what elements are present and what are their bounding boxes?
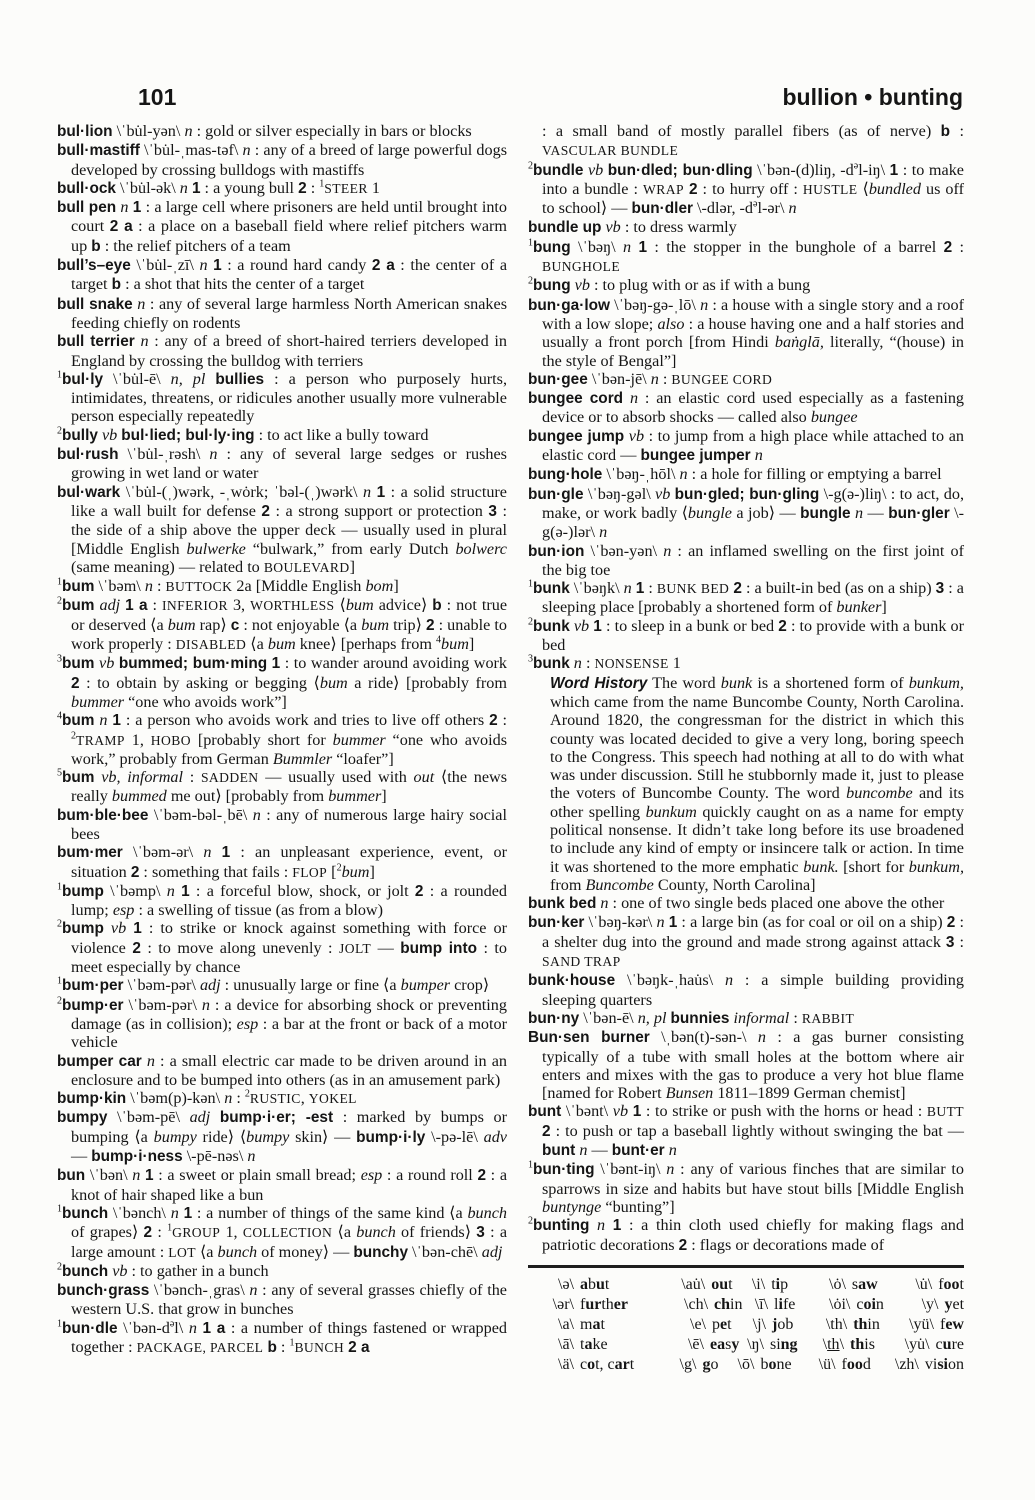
pronunciation-symbol: \ā\ [558, 1335, 574, 1353]
pronunciation-symbol: \ŋ\ [747, 1335, 764, 1353]
pronunciation-key-cell [528, 1275, 657, 1295]
pronunciation-symbol: \yu̇\ [904, 1335, 930, 1353]
pronunciation-key-cell [871, 1355, 964, 1375]
dictionary-entry: bungee cord n : an elastic cord used especially as a fastening device or to absorb shocks — called also bungee [528, 389, 965, 427]
pronunciation-symbol: \ī\ [754, 1295, 769, 1313]
entry-continuation: : a small band of mostly parallel fibers (as of nerve) b : VASCULAR BUNDLE [542, 122, 964, 159]
dictionary-entry: bull·mastiff \ˈbu̇l-ˌmas-təf\ n : any of a breed of large powerful dogs developed by crossing bulldogs with mastiffs [57, 141, 508, 179]
pronunciation-symbol: \a\ [558, 1315, 574, 1333]
pronunciation-symbol: \ē\ [687, 1335, 704, 1353]
dictionary-entry: bul·wark \ˈbu̇l-(ˌ)wərk, -ˌwȯrk; ˈbəl-(ˌ)wərk\ n 1 : a solid structure like a wall built for defense 2 : a strong support or protection 3 : the side of a ship above the upper deck — usually used in plural [Middle English bulwerke “bulwark,” from early Dutch bolwerc (same meaning) — related to BOULEVARD] [57, 482, 507, 576]
dictionary-entry: bun·gle \ˈbəŋ-gəl\ vb bun·gled; bun·gling \-g(ə-)liŋ\ : to act, do, make, or work badly ⟨bungle a job⟩ — bungle n — bun·gler \-g(ə-)lər\ n [528, 484, 965, 542]
pronunciation-symbol: \yü\ [909, 1315, 934, 1333]
pronunciation-symbol: \i\ [751, 1275, 766, 1293]
pronunciation-key-cell [730, 1315, 803, 1335]
dictionary-entry: $^1$bump \ˈbəmp\ n 1 : a forceful blow, shock, or jolt 2 : a rounded lump; esp : a swelling of tissue (as from a blow) [57, 881, 507, 920]
dictionary-entry: $^2$bunting n 1 : a thin cloth used chiefly for making flags and patriotic decorations 2 : flags or decorations made of [528, 1215, 964, 1254]
dictionary-entry: bul·lion \ˈbu̇l-yən\ n : gold or silver especially in bars or blocks [57, 122, 472, 140]
pronunciation-example-word: cure [935, 1335, 964, 1353]
pronunciation-symbol: \ch\ [684, 1295, 709, 1313]
dictionary-entry: bump·kin \ˈbəm(p)-kən\ n : $^2$RUSTIC, YOKEL [57, 1088, 357, 1108]
pronunciation-key-cell [803, 1315, 886, 1335]
pronunciation-symbol: \ȯ\ [829, 1275, 846, 1293]
pronunciation-key-cell [802, 1275, 884, 1295]
dictionary-entry: Bun·sen burner \ˌbən(t)-sən-\ n : a gas burner consisting typically of a tube with small holes at the bottom where air enters and mixes with the gas to produce a very hot blue flame [named for Robert Bunsen 1811–1899 German chemist] [528, 1028, 964, 1103]
pronunciation-example-word: further [580, 1295, 628, 1313]
dictionary-entry: bull’s–eye \ˈbu̇l-ˌzī\ n 1 : a round hard candy 2 a : the center of a target b : a shot that hits the center of a target [57, 256, 507, 294]
pronunciation-symbol: \th\ [825, 1315, 848, 1333]
dictionary-entry: bum·ble·bee \ˈbəm-bəl-ˌbē\ n : any of numerous large hairy social bees [57, 805, 507, 843]
dictionary-entry: $^2$bundle vb bun·dled; bun·dling \ˈbən-(d)liŋ, $-d^əl-iŋ\backslash$ 1 : to make into a bundle : WRAP 2 : to hurry off : HUSTLE ⟨bundled us off to school⟩ — bun·dler \-dlər, $-d^əl-ər\backslash$ n [528, 160, 964, 218]
pronunciation-key-cell [800, 1335, 882, 1355]
dictionary-entry: bun·ion \ˈbən-yən\ n : an inflamed swelling on the first joint of the big toe [528, 541, 964, 579]
pronunciation-symbol: \ə\ [558, 1275, 574, 1293]
pronunciation-key-cell [528, 1335, 656, 1355]
dictionary-entry: $^2$bung vb : to plug with or as if with a bung [528, 275, 811, 295]
dictionary-entry: bun·gee \ˈbən-jē\ n : BUNGEE CORD [528, 369, 773, 388]
dictionary-entry: bumper car n : a small electric car made to be driven around in an enclosure and to be bumped into others (as in an amusement park) [57, 1051, 508, 1089]
pronunciation-example-word: go [702, 1355, 719, 1373]
pronunciation-example-word: job [772, 1315, 794, 1333]
pronunciation-example-word: chin [714, 1295, 743, 1313]
pronunciation-key-row [528, 1335, 964, 1355]
pronunciation-key-cell [890, 1295, 964, 1315]
pronunciation-example-word: this [850, 1335, 875, 1353]
pronunciation-symbol: \zh\ [894, 1355, 919, 1373]
dictionary-entry: bunt \ˈbənt\ vb 1 : to strike or push with the horns or head : BUTT 2 : to push or tap a baseball lightly without swinging the bat — bunt n — bunt·er n [528, 1102, 964, 1160]
pronunciation-key-cell [729, 1275, 802, 1295]
dictionary-entry: bun·ker \ˈbəŋ-kər\ n 1 : a large bin (as for coal or oil on a ship) 2 : a shelter dug into the ground and made strong against attack 3 : SAND TRAP [528, 913, 964, 970]
right-column [528, 122, 964, 1375]
pronunciation-example-word: tip [771, 1275, 789, 1293]
dictionary-entry: $^4$bum n 1 : a person who avoids work and tries to live off others 2 : $^2$TRAMP 1, HOBO [probably short for bummer “one who avoids work,” probably from German Bummler “loafer”] [57, 710, 508, 768]
pronunciation-symbol: \ü\ [818, 1355, 836, 1373]
pronunciation-example-word: vision [924, 1355, 964, 1373]
pronunciation-key-cell [528, 1355, 648, 1375]
pronunciation-example-word: few [940, 1315, 964, 1333]
dictionary-entry: bun·ga·low \ˈbəŋ-gə-ˌlō\ n : a house with a single story and a roof with a low slope; also : a house having one and a half stories and usually a front porch [from Hindi baṅglā, literally, “(house) in the style of Bengal”] [528, 295, 964, 370]
dictionary-entry: bum·mer \ˈbəm-ər\ n 1 : an unpleasant experience, event, or situation 2 : something that fails : FLOP [$^2$bum] [57, 843, 507, 881]
pronunciation-example-word: cot, cart [580, 1355, 635, 1373]
pronunciation-example-word: take [580, 1335, 608, 1353]
dictionary-entry: $^1$bum \ˈbəm\ n : BUTTOCK 2a [Middle English bom] [57, 576, 399, 596]
pronunciation-key-divider [528, 1265, 964, 1268]
pronunciation-symbol: \e\ [690, 1315, 706, 1333]
pronunciation-example-word: coin [856, 1295, 884, 1313]
pronunciation-key-row [528, 1275, 964, 1295]
dictionary-entry: bull pen n 1 : a large cell where prisoners are held until brought into court 2 a : a place on a baseball field where relief pitchers warm up b : the relief pitchers of a team [57, 198, 508, 255]
dictionary-entry: $^1$bung \ˈbəŋ\ n 1 : the stopper in the bunghole of a barrel 2 : BUNGHOLE [528, 237, 965, 275]
pronunciation-key-cell [656, 1335, 740, 1355]
dictionary-entry: bumpy \ˈbəm-pē\ adj bump·i·er; -est : marked by bumps or bumping ⟨a bumpy ride⟩ ⟨bumpy skin⟩ — bump·i·ly \-pə-lē\ adv — bump·i·ness \-pē-nəs\ n [57, 1108, 508, 1166]
guide-words: bullion • bunting [782, 84, 963, 110]
pronunciation-key-cell [718, 1355, 791, 1375]
pronunciation-example-word: pet [712, 1315, 732, 1333]
pronunciation-example-word: sing [769, 1335, 798, 1353]
dictionary-entry: $^1$bun·ting \ˈbənt-iŋ\ n : any of various finches that are similar to sparrows in size and habits but have stout bills [Middle English buntynge “bunting”] [528, 1159, 964, 1216]
dictionary-entry: bungee jump vb : to jump from a high place while attached to an elastic cord — bungee jumper n [528, 426, 964, 465]
dictionary-entry: bull·ock \ˈbu̇l-ək\ n 1 : a young bull 2 : $^1$STEER 1 [57, 178, 380, 197]
word-history-note: Word History The word bunk is a shortened form of bunkum, which came from the name Buncombe County, North Carolina. Around 1820, the congressman for the district in which this county was located decided to give a very long, boring speech to the Congress. This speech had nothing at all to do with what was under discussion. Still he stubbornly made it, just to please the voters of Buncombe County. The word buncombe and its other spelling bunkum quickly caught on as a name for empty political nonsense. It didn’t take long before its use broadened to include any kind of empty or insincere talk or action. In time it was shortened to the more emphatic bunk. [short for bunkum, from Buncombe County, North Carolina] [550, 673, 965, 894]
dictionary-entry: bull terrier n : any of a breed of short-haired terriers developed in England by crossing the bulldog with terriers [57, 332, 507, 370]
dictionary-entry: $^1$bunch \ˈbənch\ n 1 : a number of things of the same kind ⟨a bunch of grapes⟩ 2 : $^1$GROUP 1, COLLECTION ⟨a bunch of friends⟩ 3 : a large amount : LOT ⟨a bunch of money⟩ — bunchy \ˈbən-chē\ adj [57, 1203, 508, 1261]
pronunciation-key-cell [882, 1335, 964, 1355]
pronunciation-key-cell [528, 1295, 660, 1315]
pronunciation-key-cell [806, 1295, 890, 1315]
dictionary-entry: $^1$bum·per \ˈbəm-pər\ adj : unusually large or fine ⟨a bumper crop⟩ [57, 975, 490, 995]
dictionary-entry: $^1$bun·dle $\backslash ˈbən-d^əl\backslash$ n 1 a : a number of things fastened or wrapped together : PACKAGE, PARCEL b : $^1$BUNCH 2 a [57, 1318, 508, 1356]
dictionary-entry: $^2$bump·er \ˈbəm-pər\ n : a device for absorbing shock or preventing damage (as in collision); esp : a bar at the front or back of a motor vehicle [57, 995, 507, 1052]
dictionary-entry: $^1$bul·ly \ˈbu̇l-ē\ n, pl bullies : a person who purposely hurts, intimidates, threatens, or ridicules another usually more vulnerable person especially repeatedly [57, 369, 508, 426]
pronunciation-key-cell [657, 1275, 733, 1295]
pronunciation-example-word: food [841, 1355, 871, 1373]
dictionary-entry: bunk bed n : one of two single beds placed one above the other [528, 894, 945, 913]
dictionary-entry: $^3$bum vb bummed; bum·ming 1 : to wander around avoiding work 2 : to obtain by asking or begging ⟨bum a ride⟩ [probably from bummer “one who avoids work”] [57, 653, 508, 711]
pronunciation-symbol: \au̇\ [681, 1275, 706, 1293]
dictionary-entry: $^5$bum vb, informal : SADDEN — usually used with out ⟨the news really bummed me out⟩ [probably from bummer] [57, 767, 508, 806]
pronunciation-key [528, 1275, 964, 1375]
dictionary-entry: bul·rush \ˈbu̇l-ˌrəsh\ n : any of several large sedges or rushes growing in wet land or water [57, 445, 507, 483]
pronunciation-key-cell [886, 1315, 964, 1335]
dictionary-entry: $^2$bunk vb 1 : to sleep in a bunk or bed 2 : to provide with a bunk or bed [528, 616, 965, 655]
pronunciation-key-cell [728, 1335, 800, 1355]
dictionary-entry: $^2$bump vb 1 : to strike or knock against something with force or violence 2 : to move along unevenly : JOLT — bump into : to meet especially by chance [57, 919, 507, 977]
dictionary-entry: $^2$bunch vb : to gather in a bunch [57, 1261, 269, 1280]
pronunciation-example-word: abut [580, 1275, 610, 1293]
dictionary-entry: bundle up vb : to dress warmly [528, 218, 737, 237]
pronunciation-example-word: bone [760, 1355, 792, 1373]
pronunciation-example-word: mat [580, 1315, 605, 1333]
dictionary-entry: bun \ˈbən\ n 1 : a sweet or plain small bread; esp : a round roll 2 : a knot of hair shaped like a bun [57, 1166, 508, 1204]
pronunciation-example-word: life [774, 1295, 796, 1313]
pronunciation-key-cell [658, 1315, 730, 1335]
dictionary-entry: bung·hole \ˈbəŋ-ˌhōl\ n : a hole for filling or emptying a barrel [528, 465, 942, 484]
dictionary-entry: $^1$bunk \ˈbəŋk\ n 1 : BUNK BED 2 : a built-in bed (as on a ship) 3 : a sleeping place [probably a shortened form of bunker] [528, 578, 964, 617]
page-number: 101 [138, 84, 177, 110]
pronunciation-symbol: \g\ [679, 1355, 697, 1373]
pronunciation-key-cell [732, 1295, 806, 1315]
pronunciation-key-cell [648, 1355, 718, 1375]
pronunciation-symbol: \y\ [921, 1295, 939, 1313]
pronunciation-key-row [528, 1295, 964, 1315]
dictionary-entry: $^3$bunk n : NONSENSE 1 [528, 653, 681, 673]
pronunciation-key-cell [792, 1355, 871, 1375]
pronunciation-symbol: \th\ [822, 1335, 845, 1353]
pronunciation-symbol: \ä\ [558, 1355, 574, 1373]
left-column [57, 122, 507, 1357]
pronunciation-key-cell [528, 1315, 658, 1335]
pronunciation-symbol: \u̇\ [915, 1275, 933, 1293]
pronunciation-example-word: yet [944, 1295, 965, 1313]
pronunciation-example-word: easy [709, 1335, 740, 1353]
pronunciation-symbol: \ō\ [737, 1355, 755, 1373]
dictionary-entry: $^2$bully vb bul·lied; bul·ly·ing : to act like a bully toward [57, 425, 429, 444]
pronunciation-example-word: out [711, 1275, 733, 1293]
dictionary-entry: bun·ny \ˈbən-ē\ n, pl bunnies informal : RABBIT [528, 1008, 855, 1027]
pronunciation-key-row [528, 1355, 964, 1375]
pronunciation-key-cell [884, 1275, 964, 1295]
dictionary-entry: bunk·house \ˈbəŋk-ˌhau̇s\ n : a simple building providing sleeping quarters [528, 971, 964, 1009]
pronunciation-symbol: \ər\ [552, 1295, 574, 1313]
pronunciation-example-word: thin [853, 1315, 880, 1333]
pronunciation-example-word: foot [938, 1275, 964, 1293]
pronunciation-key-row [528, 1315, 964, 1335]
pronunciation-key-cell [660, 1295, 743, 1315]
pronunciation-symbol: \ȯi\ [829, 1295, 851, 1313]
dictionary-entry: $^2$bum adj 1 a : INFERIOR 3, WORTHLESS ⟨bum advice⟩ b : not true or deserved ⟨a bum rap⟩ c : not enjoyable ⟨a bum trip⟩ 2 : unable to work properly : DISABLED ⟨a bum knee⟩ [perhaps from $^4$bum] [57, 596, 508, 654]
dictionary-entry: bull snake n : any of several large harmless North American snakes feeding chiefly on rodents [57, 294, 507, 332]
dictionary-entry: bunch·grass \ˈbənch-ˌgras\ n : any of several grasses chiefly of the western U.S. that grow in bunches [57, 1281, 507, 1319]
pronunciation-example-word: saw [851, 1275, 878, 1293]
pronunciation-symbol: \j\ [752, 1315, 766, 1333]
